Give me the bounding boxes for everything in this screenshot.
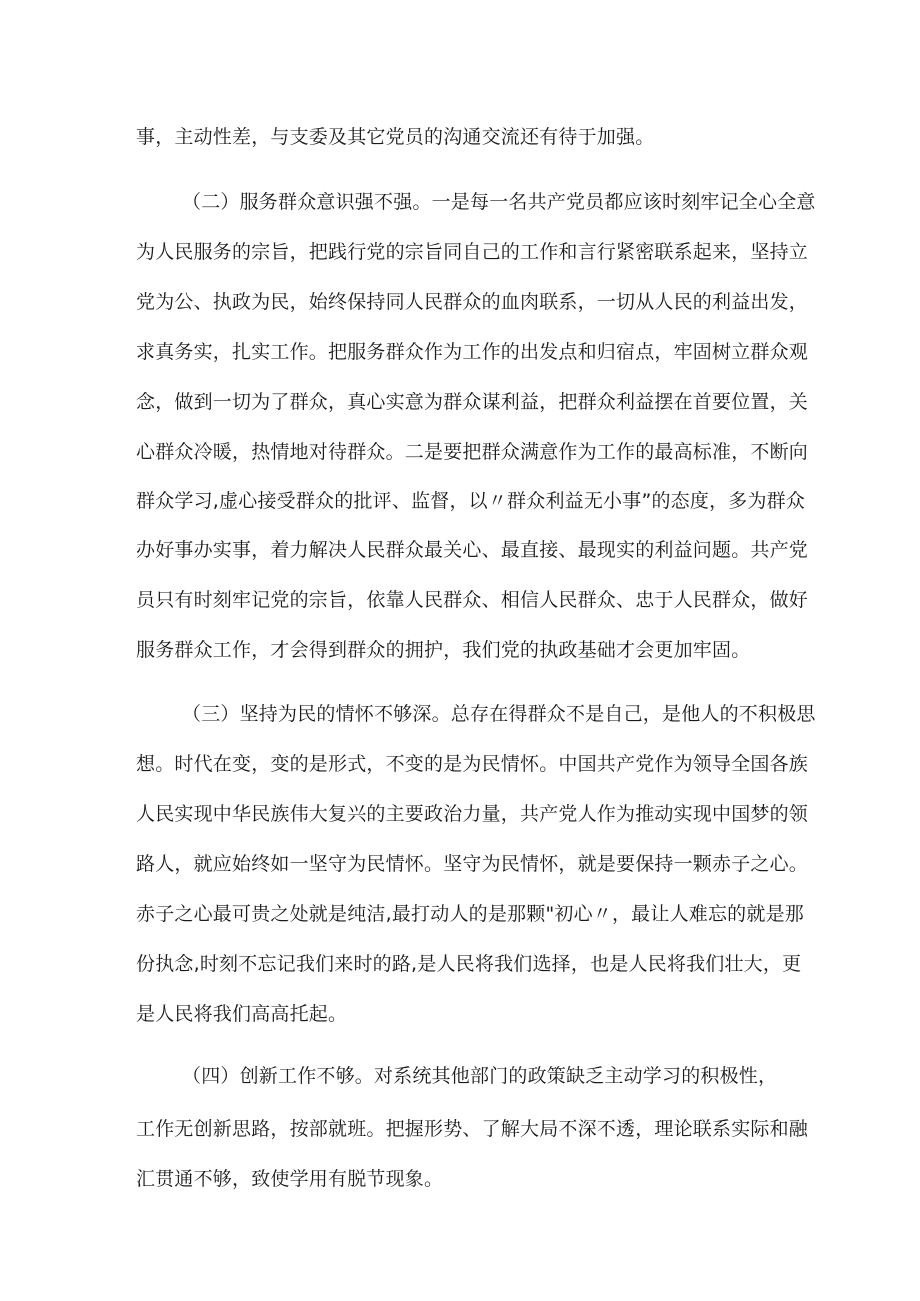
section-3-line: 是人民将我们高高托起。 [136, 1003, 348, 1025]
section-2-line: 念，做到一切为了群众，真心实意为群众谋利益，把群众利益摆在首要位置，关 [136, 391, 809, 413]
section-2-line: （二）服务群众意识强不强。一是每一名共产党员都应该时刻牢记全心全意 [182, 191, 816, 213]
section-2-line: 员只有时刻牢记党的宗旨，依靠人民群众、相信人民群众、忠于人民群众，做好 [136, 589, 809, 611]
section-3-line: （三）坚持为民的情怀不够深。总存在得群众不是自己，是他人的不积极思 [182, 703, 816, 725]
section-3-line: 人民实现中华民族伟大复兴的主要政治力量，共产党人作为推动实现中国梦的领 [136, 803, 809, 825]
intro-line: 事，主动性差，与支委及其它党员的沟通交流还有待于加强。 [136, 126, 655, 148]
section-3-line: 路人，就应始终如一坚守为民情怀。坚守为民情怀，就是要保持一颗赤子之心。 [136, 853, 809, 875]
section-4-line: （四）创新工作不够。对系统其他部门的政策缺乏主动学习的积极性， [182, 1065, 778, 1087]
section-2-line: 求真务实，扎实工作。把服务群众作为工作的出发点和归宿点，牢固树立群众观 [136, 341, 809, 363]
section-3-line: 份执念,时刻不忘记我们来时的路,是人民将我们选择，也是人民将我们壮大，更 [136, 953, 802, 975]
section-2-line: 为人民服务的宗旨，把践行党的宗旨同自己的工作和言行紧密联系起来，坚持立 [136, 241, 809, 263]
section-2-line: 办好事办实事，着力解决人民群众最关心、最直接、最现实的利益问题。共产党 [136, 539, 809, 561]
section-4-line: 工作无创新思路，按部就班。把握形势、了解大局不深不透，理论联系实际和融 [136, 1118, 809, 1140]
section-2-line: 服务群众工作，才会得到群众的拥护，我们党的执政基础才会更加牢固。 [136, 639, 751, 661]
section-3-line: 赤子之心最可贵之处就是纯洁,最打动人的是那颗"初心〃，最让人难忘的就是那 [136, 903, 804, 925]
section-2-line: 群众学习,虚心接受群众的批评、监督，以〃群众利益无小事”的态度，多为群众 [136, 490, 806, 512]
section-3-line: 想。时代在变，变的是形式，不变的是为民情怀。中国共产党作为领导全国各族 [136, 753, 809, 775]
section-4-line: 汇贯通不够，致使学用有脱节现象。 [136, 1168, 444, 1190]
section-2-line: 党为公、执政为民，始终保持同人民群众的血肉联系，一切从人民的利益出发， [136, 291, 809, 313]
section-2-line: 心群众冷暖，热情地对待群众。二是要把群众满意作为工作的最高标准，不断向 [136, 441, 809, 463]
